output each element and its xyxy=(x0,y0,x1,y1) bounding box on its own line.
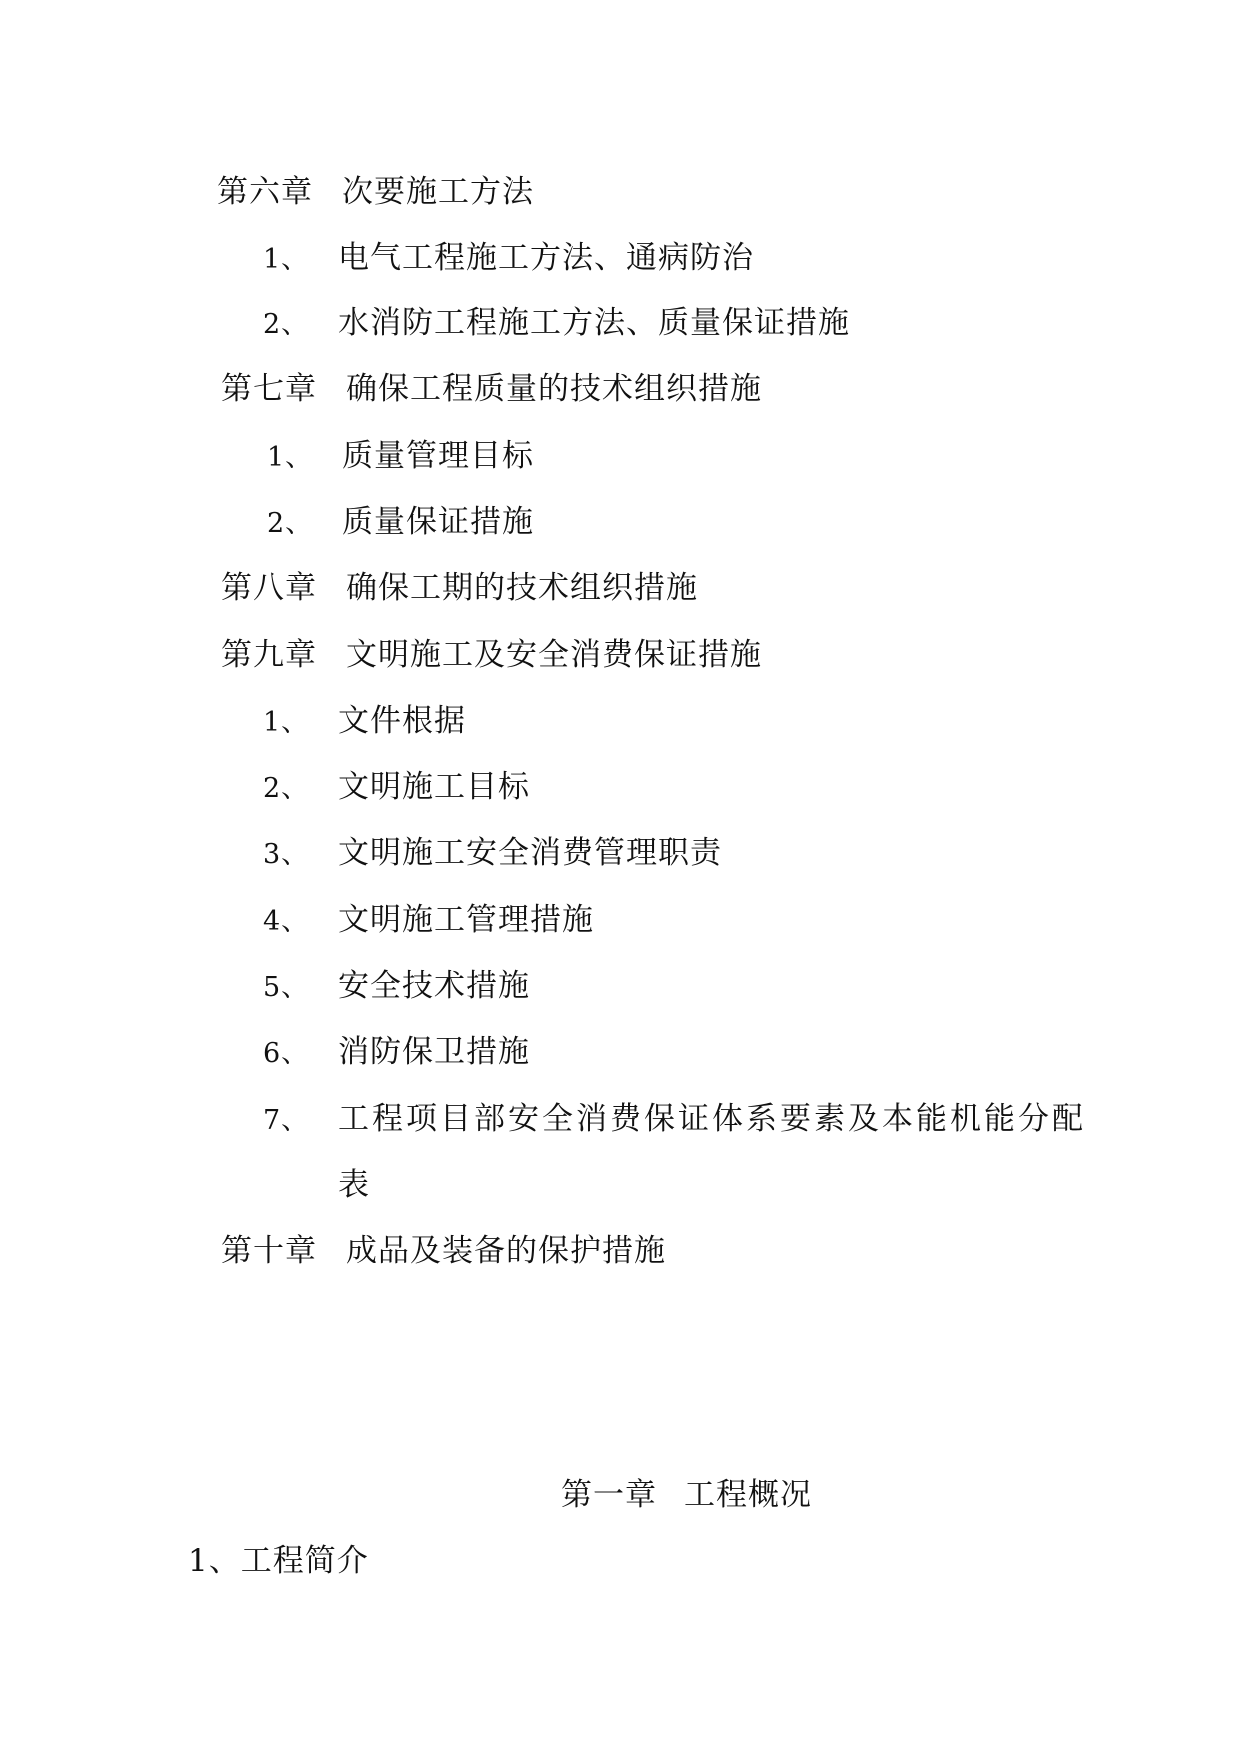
toc-item-title-continuation: 表 xyxy=(338,1167,370,1203)
toc-chapter xyxy=(221,1231,666,1271)
toc-item-number: 4、 xyxy=(263,906,310,937)
toc-item-number: 6、 xyxy=(263,1038,310,1069)
toc-item xyxy=(263,833,722,875)
toc-item-title: 工程项目部安全消费保证体系要素及本能机能分配 xyxy=(338,1101,1086,1137)
toc-chapter-title: 确保工程质量的技术组织措施 xyxy=(346,371,762,407)
toc-item-title: 文明施工安全消费管理职责 xyxy=(338,835,722,871)
toc-chapter-title: 次要施工方法 xyxy=(342,174,534,210)
chapter-heading-label: 第一章 xyxy=(561,1477,657,1513)
toc-item xyxy=(263,1032,530,1074)
toc-item xyxy=(263,303,850,345)
chapter-heading xyxy=(561,1475,812,1515)
toc-item-title: 电气工程施工方法、通病防治 xyxy=(338,240,754,276)
toc-item-title: 安全技术措施 xyxy=(338,968,530,1004)
toc-chapter-title: 文明施工及安全消费保证措施 xyxy=(346,637,762,673)
toc-chapter-title: 确保工期的技术组织措施 xyxy=(346,570,698,606)
chapter-heading-title: 工程概况 xyxy=(684,1477,812,1513)
toc-chapter-label: 第八章 xyxy=(221,570,317,606)
toc-item-title: 质量管理目标 xyxy=(342,438,534,474)
toc-item-continuation xyxy=(338,1165,370,1205)
toc-item-number: 2、 xyxy=(263,309,310,340)
toc-item xyxy=(263,767,530,809)
toc-chapter xyxy=(221,369,762,409)
toc-item-title: 文明施工目标 xyxy=(338,769,530,805)
toc-item-title: 文件根据 xyxy=(338,703,466,739)
toc-item-number: 1、 xyxy=(263,707,310,738)
toc-item xyxy=(267,436,534,478)
toc-chapter xyxy=(221,635,762,675)
toc-item-number: 2、 xyxy=(263,773,310,804)
toc-item-number: 2、 xyxy=(267,508,314,539)
toc-item xyxy=(263,966,530,1008)
toc-item-title: 文明施工管理措施 xyxy=(338,902,594,938)
toc-item xyxy=(263,1099,1086,1141)
toc-chapter-label: 第七章 xyxy=(221,371,317,407)
toc-chapter-label: 第十章 xyxy=(221,1233,317,1269)
toc-item-number: 1、 xyxy=(267,442,314,473)
toc-item xyxy=(267,502,534,544)
toc-chapter-label: 第九章 xyxy=(221,637,317,673)
toc-item-number: 1、 xyxy=(263,244,310,275)
toc-item-title: 水消防工程施工方法、质量保证措施 xyxy=(338,305,850,341)
toc-item xyxy=(263,900,594,942)
toc-item-number: 5、 xyxy=(263,972,310,1003)
toc-chapter xyxy=(221,568,698,608)
toc-item xyxy=(263,238,754,280)
toc-item-number: 7、 xyxy=(263,1105,310,1136)
toc-chapter-label: 第六章 xyxy=(217,174,313,210)
section-heading: 1、工程简介 xyxy=(188,1543,369,1579)
toc-item-title: 消防保卫措施 xyxy=(338,1034,530,1070)
toc-item-title: 质量保证措施 xyxy=(342,504,534,540)
toc-chapter xyxy=(217,172,534,212)
toc-chapter-title: 成品及装备的保护措施 xyxy=(346,1233,666,1269)
toc-item-number: 3、 xyxy=(263,839,310,870)
toc-item xyxy=(263,701,466,743)
